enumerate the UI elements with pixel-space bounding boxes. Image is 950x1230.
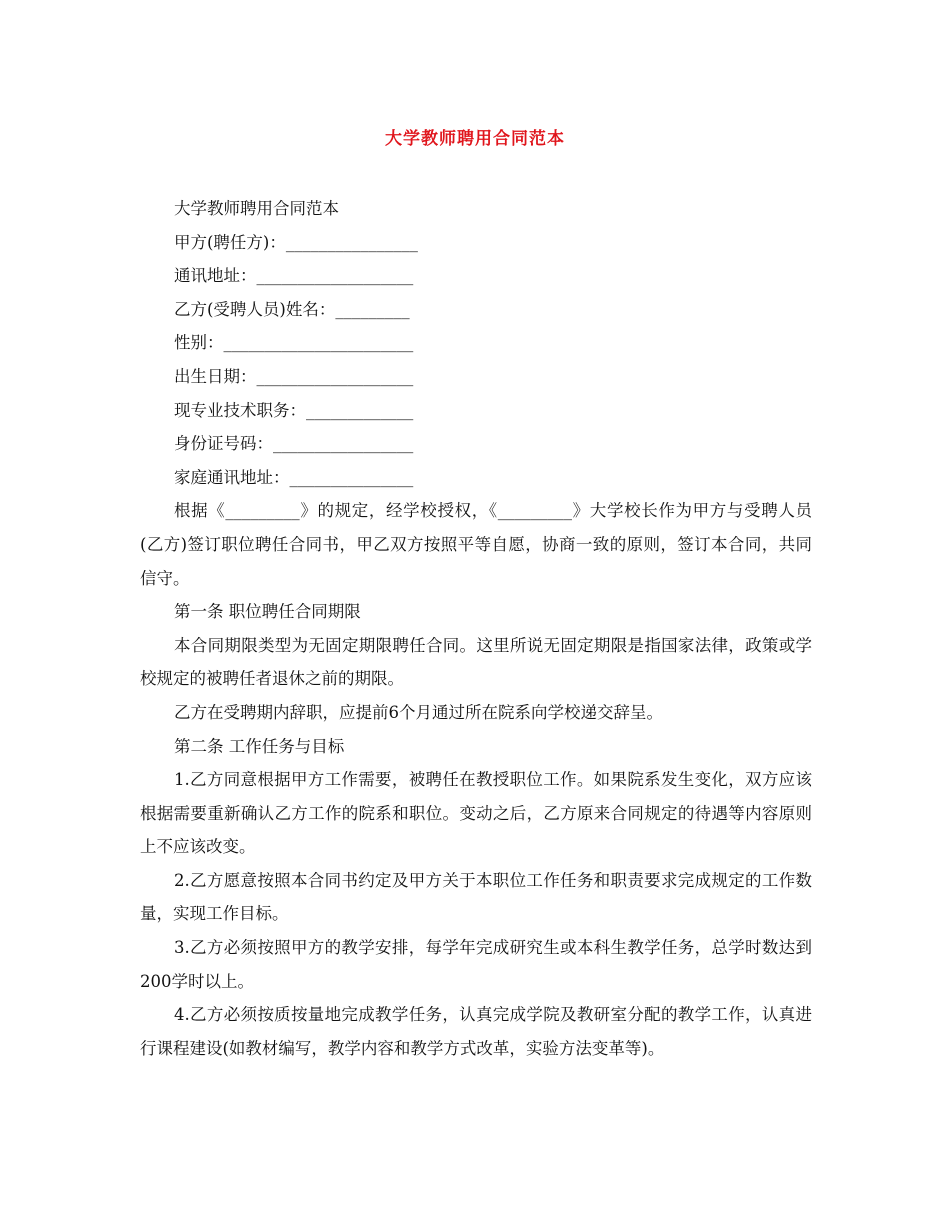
party-b-name-field: 乙方(受聘人员)姓名：_________ — [174, 299, 410, 319]
title-field: 现专业技术职务：_____________ — [174, 400, 414, 420]
address-field: 通讯地址：___________________ — [174, 266, 414, 286]
clause-2-paragraph: 2.乙方愿意按照本合同书约定及甲方关于本职位工作任务和职责要求完成规定的工作数量，实现工作目标。 — [140, 870, 812, 924]
party-a-field: 甲方(聘任方)：________________ — [174, 232, 418, 252]
article-1-paragraph: 本合同期限类型为无固定期限聘任合同。这里所说无固定期限是指国家法律，政策或学校规定的被聘任者退休之前的期限。 — [140, 635, 812, 689]
contract-heading: 大学教师聘用合同范本 — [174, 199, 339, 218]
article-2-heading: 第二条 工作任务与目标 — [174, 736, 345, 756]
page-title: 大学教师聘用合同范本 — [385, 129, 565, 149]
clause-3-paragraph: 3.乙方必须按照甲方的教学安排，每学年完成研究生或本科生教学任务，总学时数达到200学时以上。 — [140, 938, 812, 991]
document-body — [140, 192, 812, 1065]
clause-1-paragraph: 1.乙方同意根据甲方工作需要，被聘任在教授职位工作。如果院系发生变化，双方应该根据需要重新确认乙方工作的院系和职位。变动之后，乙方原来合同规定的待遇等内容原则上不应该改变。 — [140, 770, 812, 857]
home-address-field: 家庭通讯地址：_______________ — [174, 467, 414, 487]
gender-field: 性别：_______________________ — [174, 333, 414, 353]
preamble-paragraph: 根据《_________》的规定，经学校授权，《_________》大学校长作为甲方与受聘人员(乙方)签订职位聘任合同书，甲乙双方按照平等自愿，协商一致的原则，签订本合同，共同信守。 — [140, 501, 812, 588]
clause-4-paragraph: 4.乙方必须按质按量地完成教学任务，认真完成学院及教研室分配的教学工作，认真进行课程建设(如教材编写，教学内容和教学方式改革，实验方法变革等)。 — [140, 1005, 812, 1058]
resignation-paragraph: 乙方在受聘期内辞职，应提前6个月通过所在院系向学校递交辞呈。 — [174, 702, 663, 722]
birth-date-field: 出生日期：___________________ — [174, 366, 414, 386]
id-number-field: 身份证号码：_________________ — [174, 434, 414, 454]
article-1-heading: 第一条 职位聘任合同期限 — [174, 602, 361, 622]
